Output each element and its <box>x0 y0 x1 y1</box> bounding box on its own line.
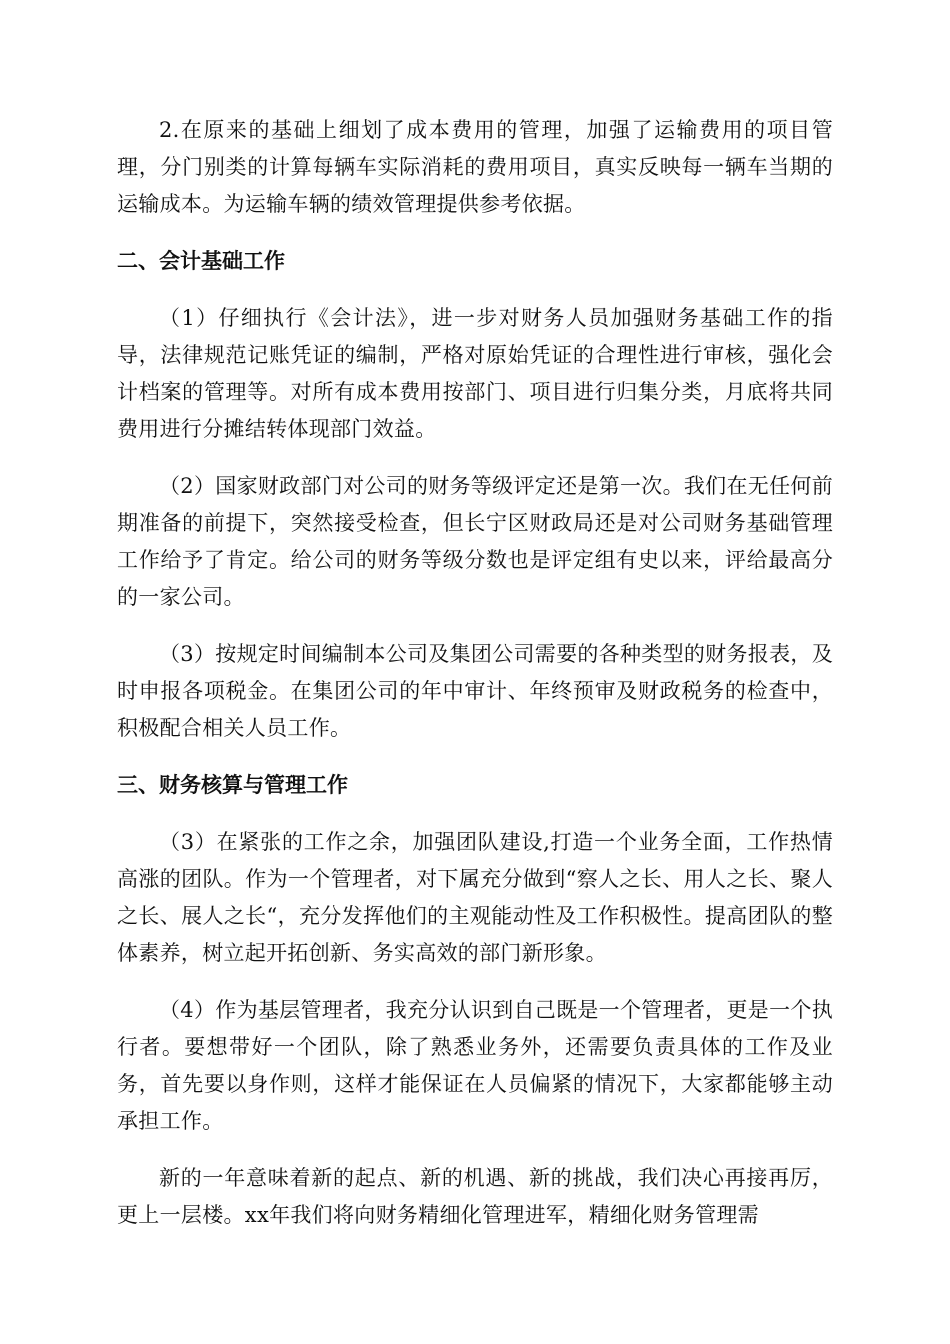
paragraph-financial-rating: （2）国家财政部门对公司的财务等级评定还是第一次。我们在无任何前期准备的前提下，突然接受检查，但长宁区财政局还是对公司财务基础管理工作给予了肯定。给公司的财务等级分数也是评定组有史以来，评给最高分的一家公司。 <box>117 474 833 609</box>
paragraph-team-building: （3）在紧张的工作之余，加强团队建设,打造一个业务全面，工作热情高涨的团队。作为一个管理者，对下属充分做到“察人之长、用人之长、聚人之长、展人之长“，充分发挥他们的主观能动性及工作积极性。提高团队的整体素养，树立起开拓创新、务实高效的部门新形象。 <box>117 830 833 965</box>
section-heading-accounting-basics: 二、会计基础工作 <box>117 249 285 273</box>
paragraph-grassroots-manager: （4）作为基层管理者，我充分认识到自己既是一个管理者，更是一个执行者。要想带好一个团队，除了熟悉业务外，还需要负责具体的工作及业务，首先要以身作则，这样才能保证在人员偏紧的情况下，大家都能够主动承担工作。 <box>117 998 833 1133</box>
document-page <box>117 112 833 1254</box>
paragraph-new-year: 新的一年意味着新的起点、新的机遇、新的挑战，我们决心再接再厉，更上一层楼。xx年我们将向财务精细化管理进军，精细化财务管理需 <box>117 1166 833 1227</box>
paragraph-cost-management: 2.在原来的基础上细划了成本费用的管理，加强了运输费用的项目管理，分门别类的计算每辆车实际消耗的费用项目，真实反映每一辆车当期的运输成本。为运输车辆的绩效管理提供参考依据。 <box>117 118 833 216</box>
paragraph-financial-reports: （3）按规定时间编制本公司及集团公司需要的各种类型的财务报表，及时申报各项税金。在集团公司的年中审计、年终预审及财政税务的检查中，积极配合相关人员工作。 <box>117 642 833 740</box>
section-heading-accounting-management: 三、财务核算与管理工作 <box>117 773 348 797</box>
paragraph-accounting-law: （1）仔细执行《会计法》，进一步对财务人员加强财务基础工作的指导，法律规范记账凭证的编制，严格对原始凭证的合理性进行审核，强化会计档案的管理等。对所有成本费用按部门、项目进行归集分类，月底将共同费用进行分摊结转体现部门效益。 <box>117 306 833 441</box>
